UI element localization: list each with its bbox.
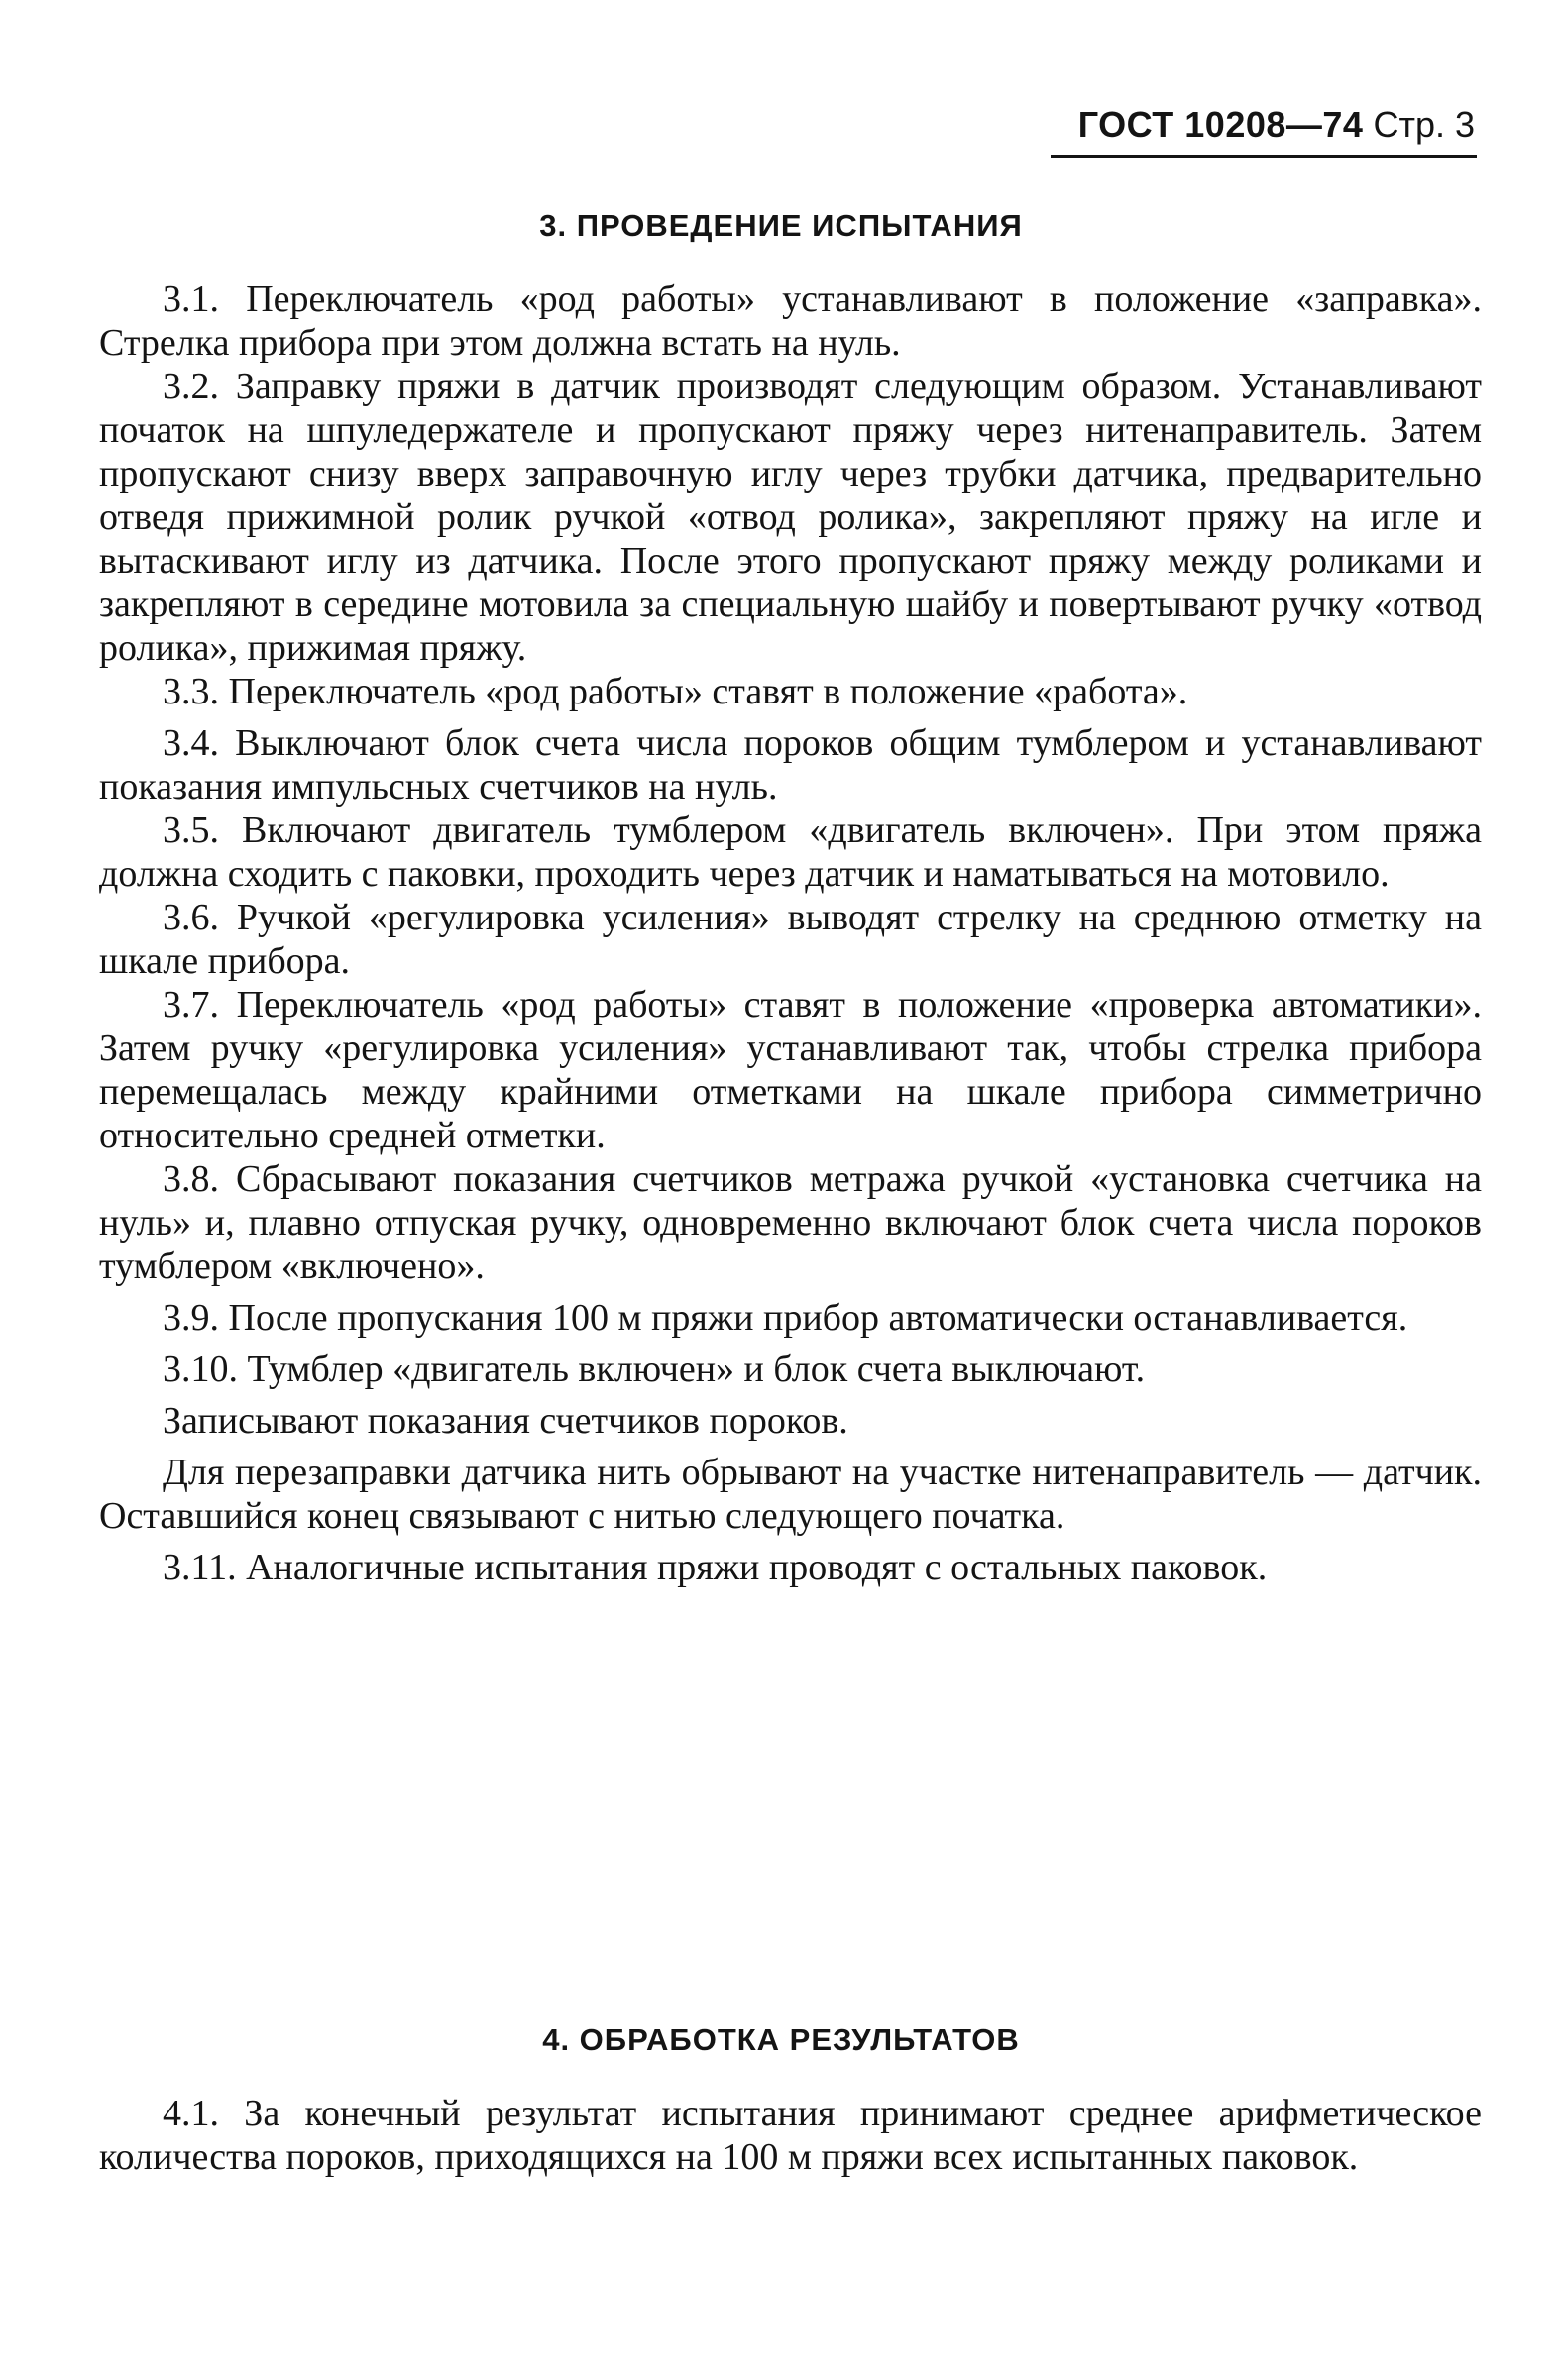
section-3-body — [99, 277, 1482, 1589]
section-4-title: 4. ОБРАБОТКА РЕЗУЛЬТАТОВ — [542, 2022, 1020, 2057]
paragraph-3-10: 3.10. Тумблер «двигатель включен» и блок счета выключают. — [163, 1349, 1146, 1390]
section-4-body — [99, 2092, 1482, 2179]
paragraph-rethreading: Для перезаправки датчика нить обрывают на участке нитенаправитель — датчик. Оставшийся конец связывают с нитью следующего початка. — [99, 1452, 1482, 1537]
paragraph-3-1: 3.1. Переключатель «род работы» устанавливают в положение «заправка». Стрелка прибора при этом должна встать на нуль. — [99, 278, 1482, 364]
paragraph-3-9: 3.9. После пропускания 100 м пряжи прибор автоматически останавливается. — [163, 1297, 1408, 1339]
paragraph-record-counters: Записывают показания счетчиков пороков. — [163, 1400, 848, 1442]
paragraph-3-8: 3.8. Сбрасывают показания счетчиков метража ручкой «установка счетчика на нуль» и, плавно отпуская ручку, одновременно включают блок счета числа пороков тумблером «включено». — [99, 1158, 1482, 1287]
paragraph-3-3: 3.3. Переключатель «род работы» ставят в положение «работа». — [163, 671, 1188, 712]
paragraph-3-6: 3.6. Ручкой «регулировка усиления» выводят стрелку на среднюю отметку на шкале прибора. — [99, 897, 1482, 982]
page-header — [1049, 103, 1475, 147]
page-number: Стр. 3 — [1373, 104, 1475, 145]
paragraph-3-7: 3.7. Переключатель «род работы» ставят в положение «проверка автоматики». Затем ручку «регулировка усиления» устанавливают так, чтобы стрелка прибора перемещалась между крайними отметками на шкале прибора симметрично относительно средней отметки. — [99, 984, 1482, 1156]
paragraph-4-1: 4.1. За конечный результат испытания принимают среднее арифметическое количества пороков, приходящихся на 100 м пряжи всех испытанных паковок. — [99, 2093, 1482, 2178]
section-3-title: 3. ПРОВЕДЕНИЕ ИСПЫТАНИЯ — [539, 208, 1023, 243]
paragraph-3-11: 3.11. Аналогичные испытания пряжи проводят с остальных паковок. — [163, 1547, 1268, 1588]
header-rule — [1051, 155, 1477, 158]
standard-number: ГОСТ 10208—74 — [1077, 104, 1364, 145]
paragraph-3-4: 3.4. Выключают блок счета числа пороков общим тумблером и устанавливают показания импульсных счетчиков на нуль. — [99, 722, 1482, 808]
paragraph-3-5: 3.5. Включают двигатель тумблером «двигатель включен». При этом пряжа должна сходить с паковки, проходить через датчик и наматываться на мотовило. — [99, 810, 1482, 895]
paragraph-3-2: 3.2. Заправку пряжи в датчик производят следующим образом. Устанавливают початок на шпуледержателе и пропускают пряжу через нитенаправитель. Затем пропускают снизу вверх заправочную иглу через трубки датчика, предварительно отведя прижимной ролик ручкой «отвод ролика», закрепляют пряжу на игле и вытаскивают иглу из датчика. После этого пропускают пряжу между роликами и закрепляют в середине мотовила за специальную шайбу и повертывают ручку «отвод ролика», прижимая пряжу. — [99, 366, 1482, 669]
